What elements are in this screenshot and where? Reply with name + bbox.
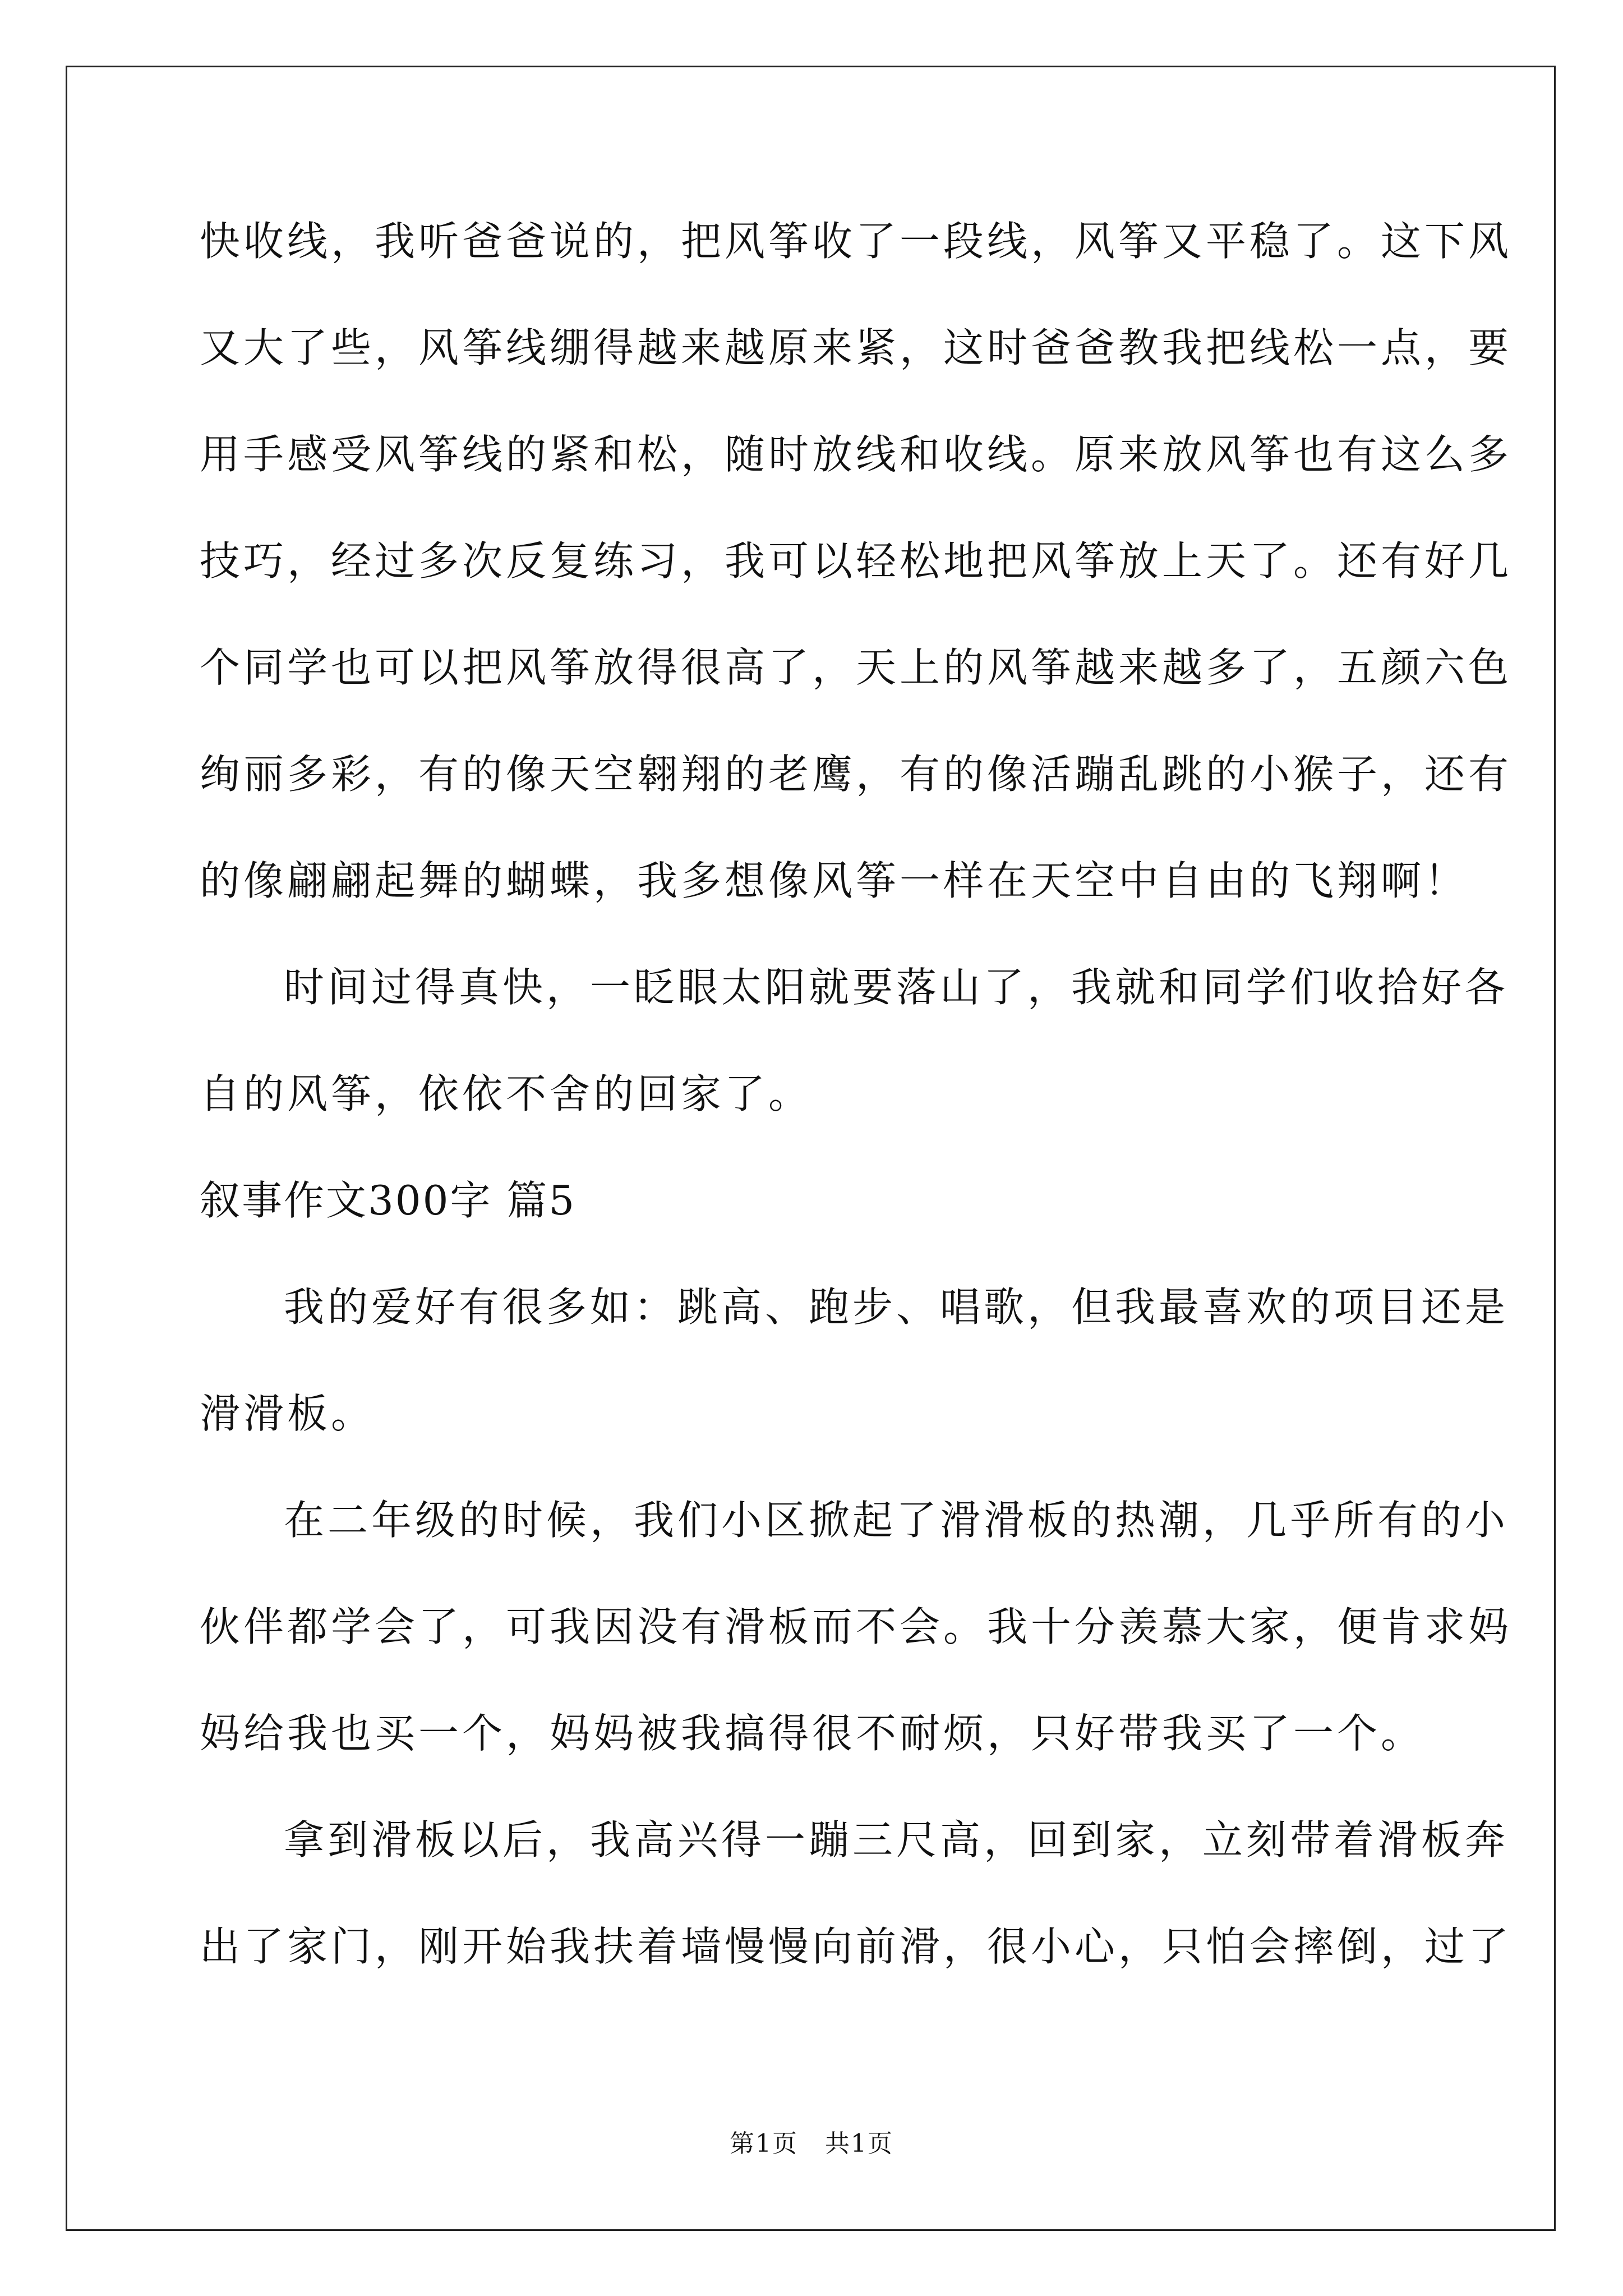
text-line: 快收线，我听爸爸说的，把风筝收了一段线，风筝又平稳了。这下风 — [200, 218, 1513, 265]
text-line: 出了家门，刚开始我扶着墙慢慢向前滑，很小心，只怕会摔倒，过了 — [200, 1923, 1513, 1970]
text-line: 滑滑板。 — [200, 1390, 375, 1437]
text-line: 的像翩翩起舞的蝴蝶，我多想像风筝一样在天空中自由的飞翔啊！ — [200, 857, 1469, 904]
section-heading: 叙事作文300字 篇5 — [200, 1177, 577, 1224]
paragraph-first-line: 时间过得真快，一眨眼太阳就要落山了，我就和同学们收拾好各 — [284, 964, 1509, 1011]
text-line: 又大了些，风筝线绷得越来越原来紧，这时爸爸教我把线松一点，要 — [200, 324, 1513, 371]
text-line: 用手感受风筝线的紧和松，随时放线和收线。原来放风筝也有这么多 — [200, 431, 1513, 478]
paragraph-first-line: 我的爱好有很多如：跳高、跑步、唱歌，但我最喜欢的项目还是 — [284, 1283, 1509, 1331]
paragraph-first-line: 拿到滑板以后，我高兴得一蹦三尺高，回到家，立刻带着滑板奔 — [284, 1816, 1509, 1864]
text-line: 妈给我也买一个，妈妈被我搞得很不耐烦，只好带我买了一个。 — [200, 1710, 1425, 1757]
text-line: 个同学也可以把风筝放得很高了，天上的风筝越来越多了，五颜六色 — [200, 644, 1513, 691]
page-footer: 第1页 共1页 — [730, 2129, 893, 2158]
paragraph-first-line: 在二年级的时候，我们小区掀起了滑滑板的热潮，几乎所有的小 — [284, 1497, 1509, 1544]
text-line: 技巧，经过多次反复练习，我可以轻松地把风筝放上天了。还有好几 — [200, 537, 1513, 585]
text-line: 绚丽多彩，有的像天空翱翔的老鹰，有的像活蹦乱跳的小猴子，还有 — [200, 751, 1513, 798]
text-line: 伙伴都学会了，可我因没有滑板而不会。我十分羡慕大家，便肯求妈 — [200, 1603, 1513, 1650]
text-line: 自的风筝，依依不舍的回家了。 — [200, 1070, 813, 1117]
document-body — [200, 213, 1513, 2025]
